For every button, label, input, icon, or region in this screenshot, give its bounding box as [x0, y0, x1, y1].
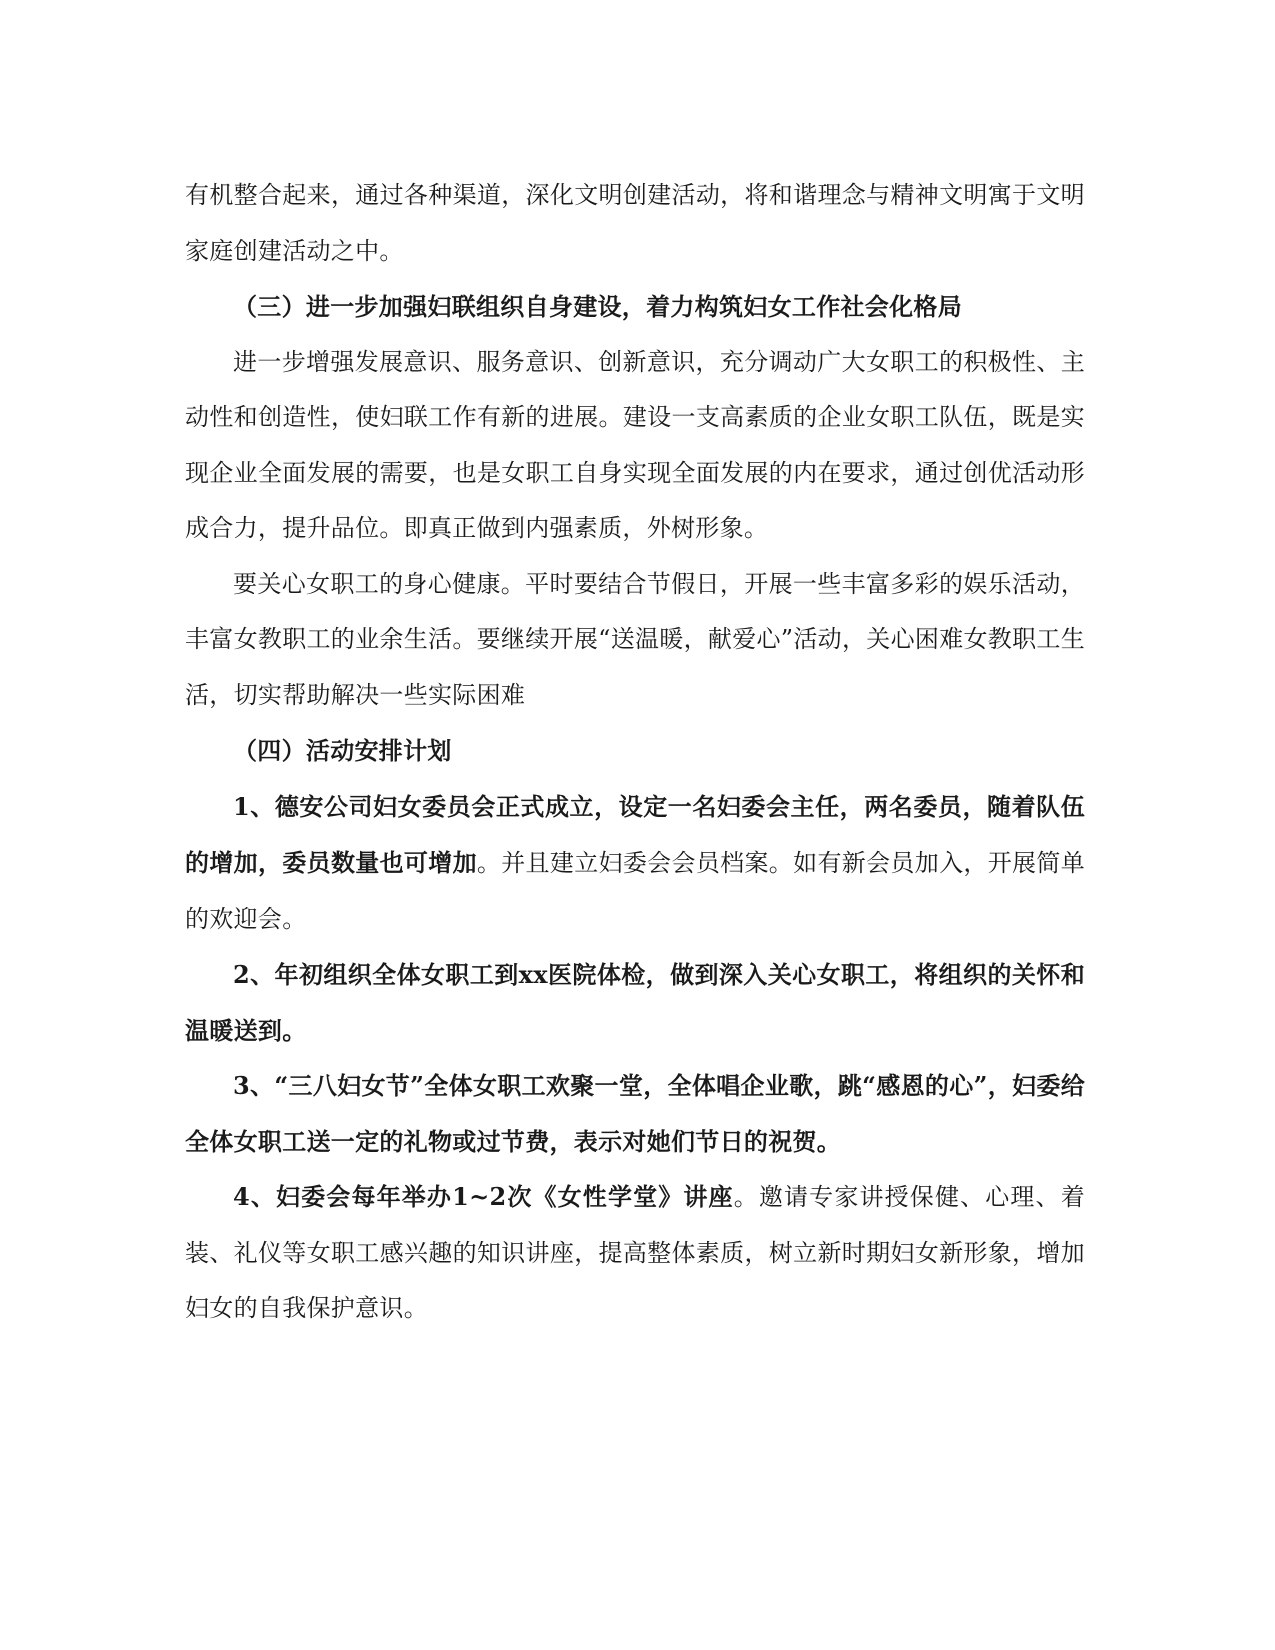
- paragraph-continuation: 有机整合起来，通过各种渠道，深化文明创建活动，将和谐理念与精神文明寓于文明家庭创建活动之中。: [185, 181, 1085, 265]
- list-item-4: [185, 1169, 1085, 1337]
- list-item-1: [185, 779, 1085, 948]
- section-heading-4: （四）活动安排计划: [233, 736, 452, 765]
- section-heading-3: （三）进一步加强妇联组织自身建设，着力构筑妇女工作社会化格局: [233, 292, 962, 321]
- paragraph-health: 要关心女职工的身心健康。平时要结合节假日，开展一些丰富多彩的娱乐活动，丰富女教职工的业余生活。要继续开展“送温暖，献爱心”活动，关心困难女教职工生活，切实帮助解决一些实际困难: [185, 569, 1085, 709]
- paragraph-development: 进一步增强发展意识、服务意识、创新意识，充分调动广大女职工的积极性、主动性和创造性，使妇联工作有新的进展。建设一支高素质的企业女职工队伍，既是实现企业全面发展的需要，也是女职工自身实现全面发展的内在要求，通过创优活动形成合力，提升品位。即真正做到内强素质，外树形象。: [185, 347, 1085, 542]
- list-item-2: 2、年初组织全体女职工到xx医院体检，做到深入关心女职工，将组织的关怀和温暖送到。: [185, 960, 1085, 1045]
- list-item-1-rest: 。并且建立妇委会会员档案。如有新会员加入，开展简单的欢迎会。: [185, 849, 1085, 933]
- document-body: [185, 168, 1085, 1337]
- list-item-3: 3、“三八妇女节”全体女职工欢聚一堂，全体唱企业歌，跳“感恩的心”，妇委给全体女职工送一定的礼物或过节费，表示对她们节日的祝贺。: [185, 1071, 1085, 1156]
- list-item-4-bold: 4、妇委会每年举办1~2次《女性学堂》讲座: [233, 1182, 734, 1211]
- list-item-1-bold: 1、德安公司妇女委员会正式成立，设定一名妇委会主任，两名委员，随着队伍的增加，委员数量也可增加: [185, 791, 1085, 877]
- list-item-4-rest: 。邀请专家讲授保健、心理、着装、礼仪等女职工感兴趣的知识讲座，提高整体素质，树立新时期妇女新形象，增加妇女的自我保护意识。: [185, 1183, 1086, 1322]
